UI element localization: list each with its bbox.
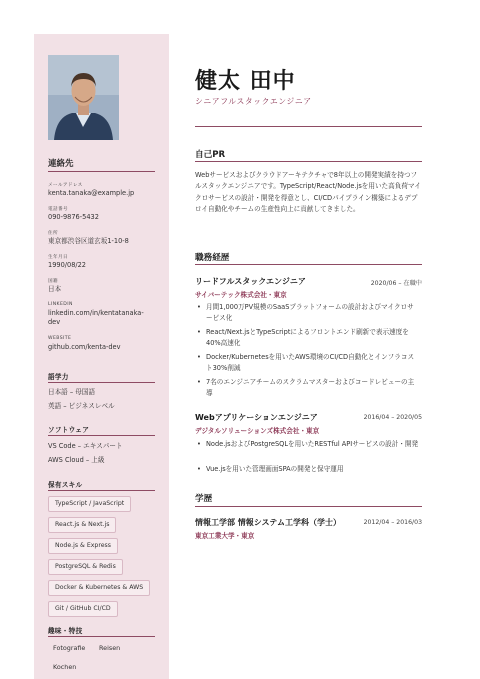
sidebar xyxy=(34,34,169,679)
languages-section-title: 語学力 xyxy=(48,373,69,381)
job-company: サイバーテック株式会社・東京 xyxy=(195,291,287,299)
education-degree: 情報工学部 情報システム工学科（学士） xyxy=(195,518,341,527)
candidate-role: シニアフルスタックエンジニア xyxy=(195,97,312,106)
contact-section-title: 連絡先 xyxy=(48,159,74,169)
hobbies-divider xyxy=(48,636,155,637)
summary-section-title: 自己PR xyxy=(195,150,226,160)
skill-tag: React.js & Next.js xyxy=(48,517,116,533)
contact-address-value: 東京都渋谷区道玄坂1-10-8 xyxy=(48,237,129,245)
skill-tag: Git / GitHub CI/CD xyxy=(48,601,118,617)
skill-tag: TypeScript / JavaScript xyxy=(48,496,131,512)
job-bullet: • 月間1,000万PV規模のSaaSプラットフォームの設計およびマイクロサービス化 xyxy=(197,302,419,324)
skills-divider xyxy=(48,490,155,491)
skill-tag: Docker & Kubernetes & AWS xyxy=(48,580,150,596)
summary-text: Webサービスおよびクラウドアーキテクチャで8年以上の開発実績を持つフルスタックエンジニアです。TypeScript/React/Node.jsを用いた高負荷マイクロサービスの設計・開発を得意とし、CI/CDパイプライン構築によるデプロイ自動化やチームの生産性向上に貢献してきました。 xyxy=(195,171,421,213)
contact-website-label: WEBSITE xyxy=(48,336,72,341)
skill-tag: Node.js & Express xyxy=(48,538,118,554)
hobby-item: Fotografie xyxy=(53,644,86,652)
job-date: 2016/04 – 2020/05 xyxy=(363,414,422,421)
candidate-name: 健太 田中 xyxy=(195,69,296,94)
job-title: リードフルスタックエンジニア xyxy=(195,277,306,286)
contact-email-value: kenta.tanaka@example.jp xyxy=(48,189,135,197)
job-bullet: • React/Next.jsとTypeScriptによるフロントエンド刷新で表示速度を40%高速化 xyxy=(197,327,419,349)
software-item: VS Code – エキスパート xyxy=(48,442,123,450)
experience-section-title: 職務経歴 xyxy=(195,253,230,263)
contact-nationality-value: 日本 xyxy=(48,285,62,293)
language-item: 英語 – ビジネスレベル xyxy=(48,402,115,410)
contact-birthdate-value: 1990/08/22 xyxy=(48,261,87,269)
profile-photo xyxy=(48,55,119,140)
summary-divider xyxy=(195,161,422,162)
skill-tag: PostgreSQL & Redis xyxy=(48,559,123,575)
contact-email-label: メールアドレス xyxy=(48,183,83,188)
contact-website-value[interactable]: github.com/kenta-dev xyxy=(48,343,121,351)
software-section-title: ソフトウェア xyxy=(48,426,90,434)
job-bullet: • 7名のエンジニアチームのスクラムマスターおよびコードレビューの主導 xyxy=(197,377,419,399)
contact-linkedin-label: LINKEDIN xyxy=(48,302,73,307)
experience-divider xyxy=(195,264,422,265)
software-divider xyxy=(48,435,155,436)
job-title: Webアプリケーションエンジニア xyxy=(195,413,318,422)
contact-divider xyxy=(48,171,155,172)
hobby-item: Reisen xyxy=(99,644,121,652)
education-date: 2012/04 – 2016/03 xyxy=(363,519,422,526)
job-date: 2020/06 – 在職中 xyxy=(370,280,422,287)
job-company: デジタルソリューションズ株式会社・東京 xyxy=(195,427,320,435)
person-photo-icon xyxy=(48,55,119,140)
skills-section-title: 保有スキル xyxy=(48,481,83,489)
job-bullet: • Vue.jsを用いた管理画面SPAの開発と保守運用 xyxy=(197,464,419,475)
contact-phone-label: 電話番号 xyxy=(48,207,68,212)
hobby-item: Kochen xyxy=(53,663,77,671)
contact-birthdate-label: 生年月日 xyxy=(48,255,68,260)
hobbies-section-title: 趣味・特技 xyxy=(48,627,83,635)
software-item: AWS Cloud – 上級 xyxy=(48,456,105,464)
education-school: 東京工業大学・東京 xyxy=(195,532,255,540)
job-bullet: • Docker/Kubernetesを用いたAWS環境のCI/CD自動化とインフラコスト30%削減 xyxy=(197,352,419,374)
contact-nationality-label: 国籍 xyxy=(48,279,58,284)
job-bullet: • Node.jsおよびPostgreSQLを用いたRESTful APIサービスの設計・開発 xyxy=(197,439,419,450)
contact-address-label: 住所 xyxy=(48,231,58,236)
header-divider xyxy=(195,126,422,127)
contact-phone-value: 090-9876-5432 xyxy=(48,213,99,221)
language-item: 日本語 – 母国語 xyxy=(48,388,96,396)
contact-linkedin-value[interactable]: linkedin.com/in/kentatanaka-dev xyxy=(48,309,144,326)
education-divider xyxy=(195,506,422,507)
languages-divider xyxy=(48,382,155,383)
education-section-title: 学歴 xyxy=(195,494,213,504)
